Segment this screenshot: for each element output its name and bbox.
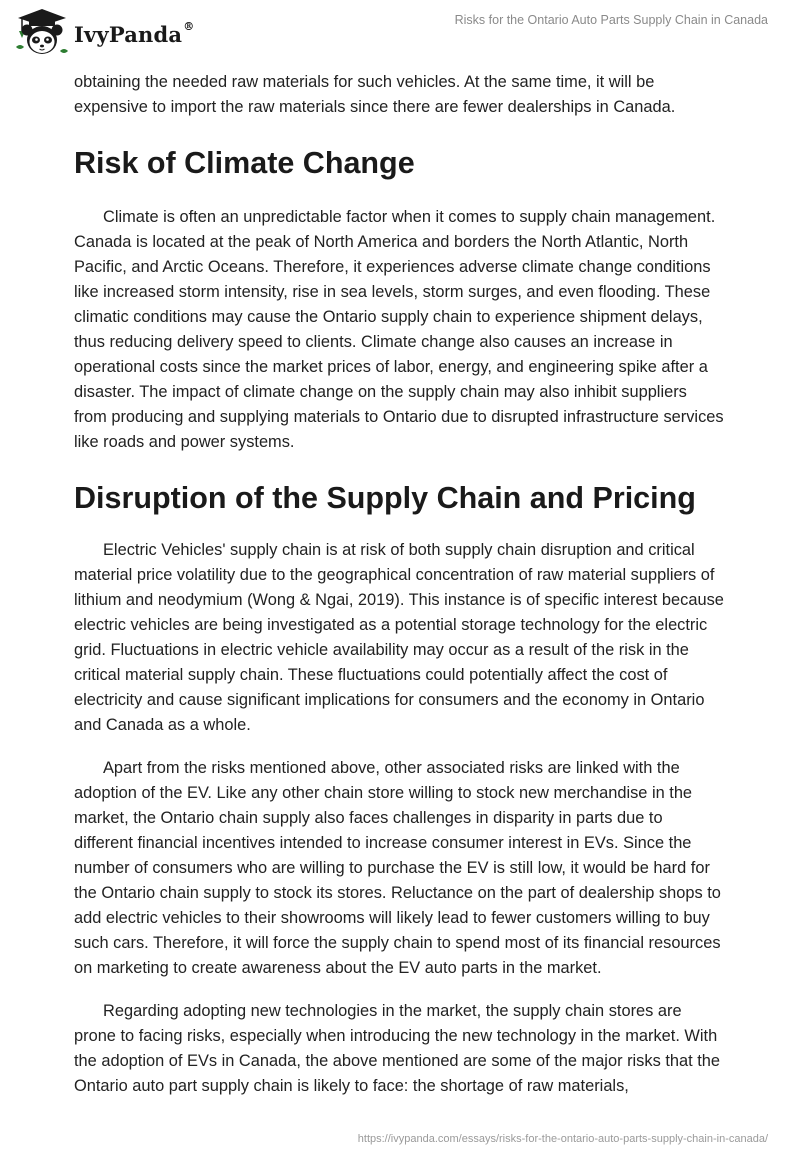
source-url[interactable]: https://ivypanda.com/essays/risks-for-the-ontario-auto-parts-supply-chain-in-canada/: [357, 1133, 768, 1145]
logo-text: IvyPanda®: [74, 19, 195, 47]
heading-risk-of-climate-change: Risk of Climate Change: [74, 146, 415, 180]
page-header: [0, 0, 800, 62]
paragraph-new-technologies: Regarding adopting new technologies in the market, the supply chain stores are prone to facing risks, especially when introducing the new technology in the market. With the adoption of EVs in Canada, the above mentioned are some of the major risks that the Ontario auto part supply chain is likely to face: the shortage of raw materials,: [74, 1002, 720, 1095]
heading-disruption-supply-chain-pricing: Disruption of the Supply Chain and Pricing: [74, 481, 696, 515]
registered-mark: ®: [183, 19, 195, 33]
paragraph-ev-supply-chain: Electric Vehicles' supply chain is at risk of both supply chain disruption and critical material price volatility due to the geographical concentration of raw material suppliers of lithium and neodymium (Wong & Ngai, 2019). This instance is of specific interest because electric vehicles are being investigated as a potential storage technology for the electric grid. Fluctuations in electric vehicle availability may occur as a result of the risk in the critical material supply chain. These fluctuations could potentially affect the cost of electricity and cause significant implications for consumers and the economy in Ontario and Canada as a whole.: [74, 541, 724, 734]
document-title: Risks for the Ontario Auto Parts Supply Chain in Canada: [454, 13, 768, 27]
paragraph-intro-continuation: obtaining the needed raw materials for such vehicles. At the same time, it will be expensive to import the raw materials since there are fewer dealerships in Canada.: [74, 73, 676, 116]
paragraph-climate: Climate is often an unpredictable factor when it comes to supply chain management. Canada is located at the peak of North America and borders the North Atlantic, North Pacific, and Arctic Oceans. Therefore, it experiences adverse climate change conditions like increased storm intensity, rise in sea levels, storm surges, and even flooding. These climatic conditions may cause the Ontario supply chain to experience shipment delays, thus reducing delivery speed to clients. Climate change also causes an increase in operational costs since the market prices of labor, energy, and engineering spike after a disaster. The impact of climate change on the supply chain may also inhibit suppliers from producing and supplying materials to Ontario due to disrupted infrastructure services like roads and power systems.: [74, 208, 724, 451]
panda-graduate-icon: [14, 7, 70, 59]
essay-body: [74, 70, 724, 1099]
paragraph-other-risks: Apart from the risks mentioned above, other associated risks are linked with the adoption of the EV. Like any other chain store willing to stock new merchandise in the market, the Ontario chain supply also faces challenges in disparity in parts due to different financial incentives intended to increase consumer interest in EVs. Since the number of consumers who are willing to purchase the EV is still low, it would be hard for the Ontario chain supply to stock its stores. Reluctance on the part of dealership shops to add electric vehicles to their showrooms will likely lead to fewer customers willing to buy such cars. Therefore, it will force the supply chain to spend most of its financial resources on marketing to create awareness about the EV auto parts in the market.: [74, 759, 721, 977]
ivypanda-logo[interactable]: [14, 7, 194, 59]
